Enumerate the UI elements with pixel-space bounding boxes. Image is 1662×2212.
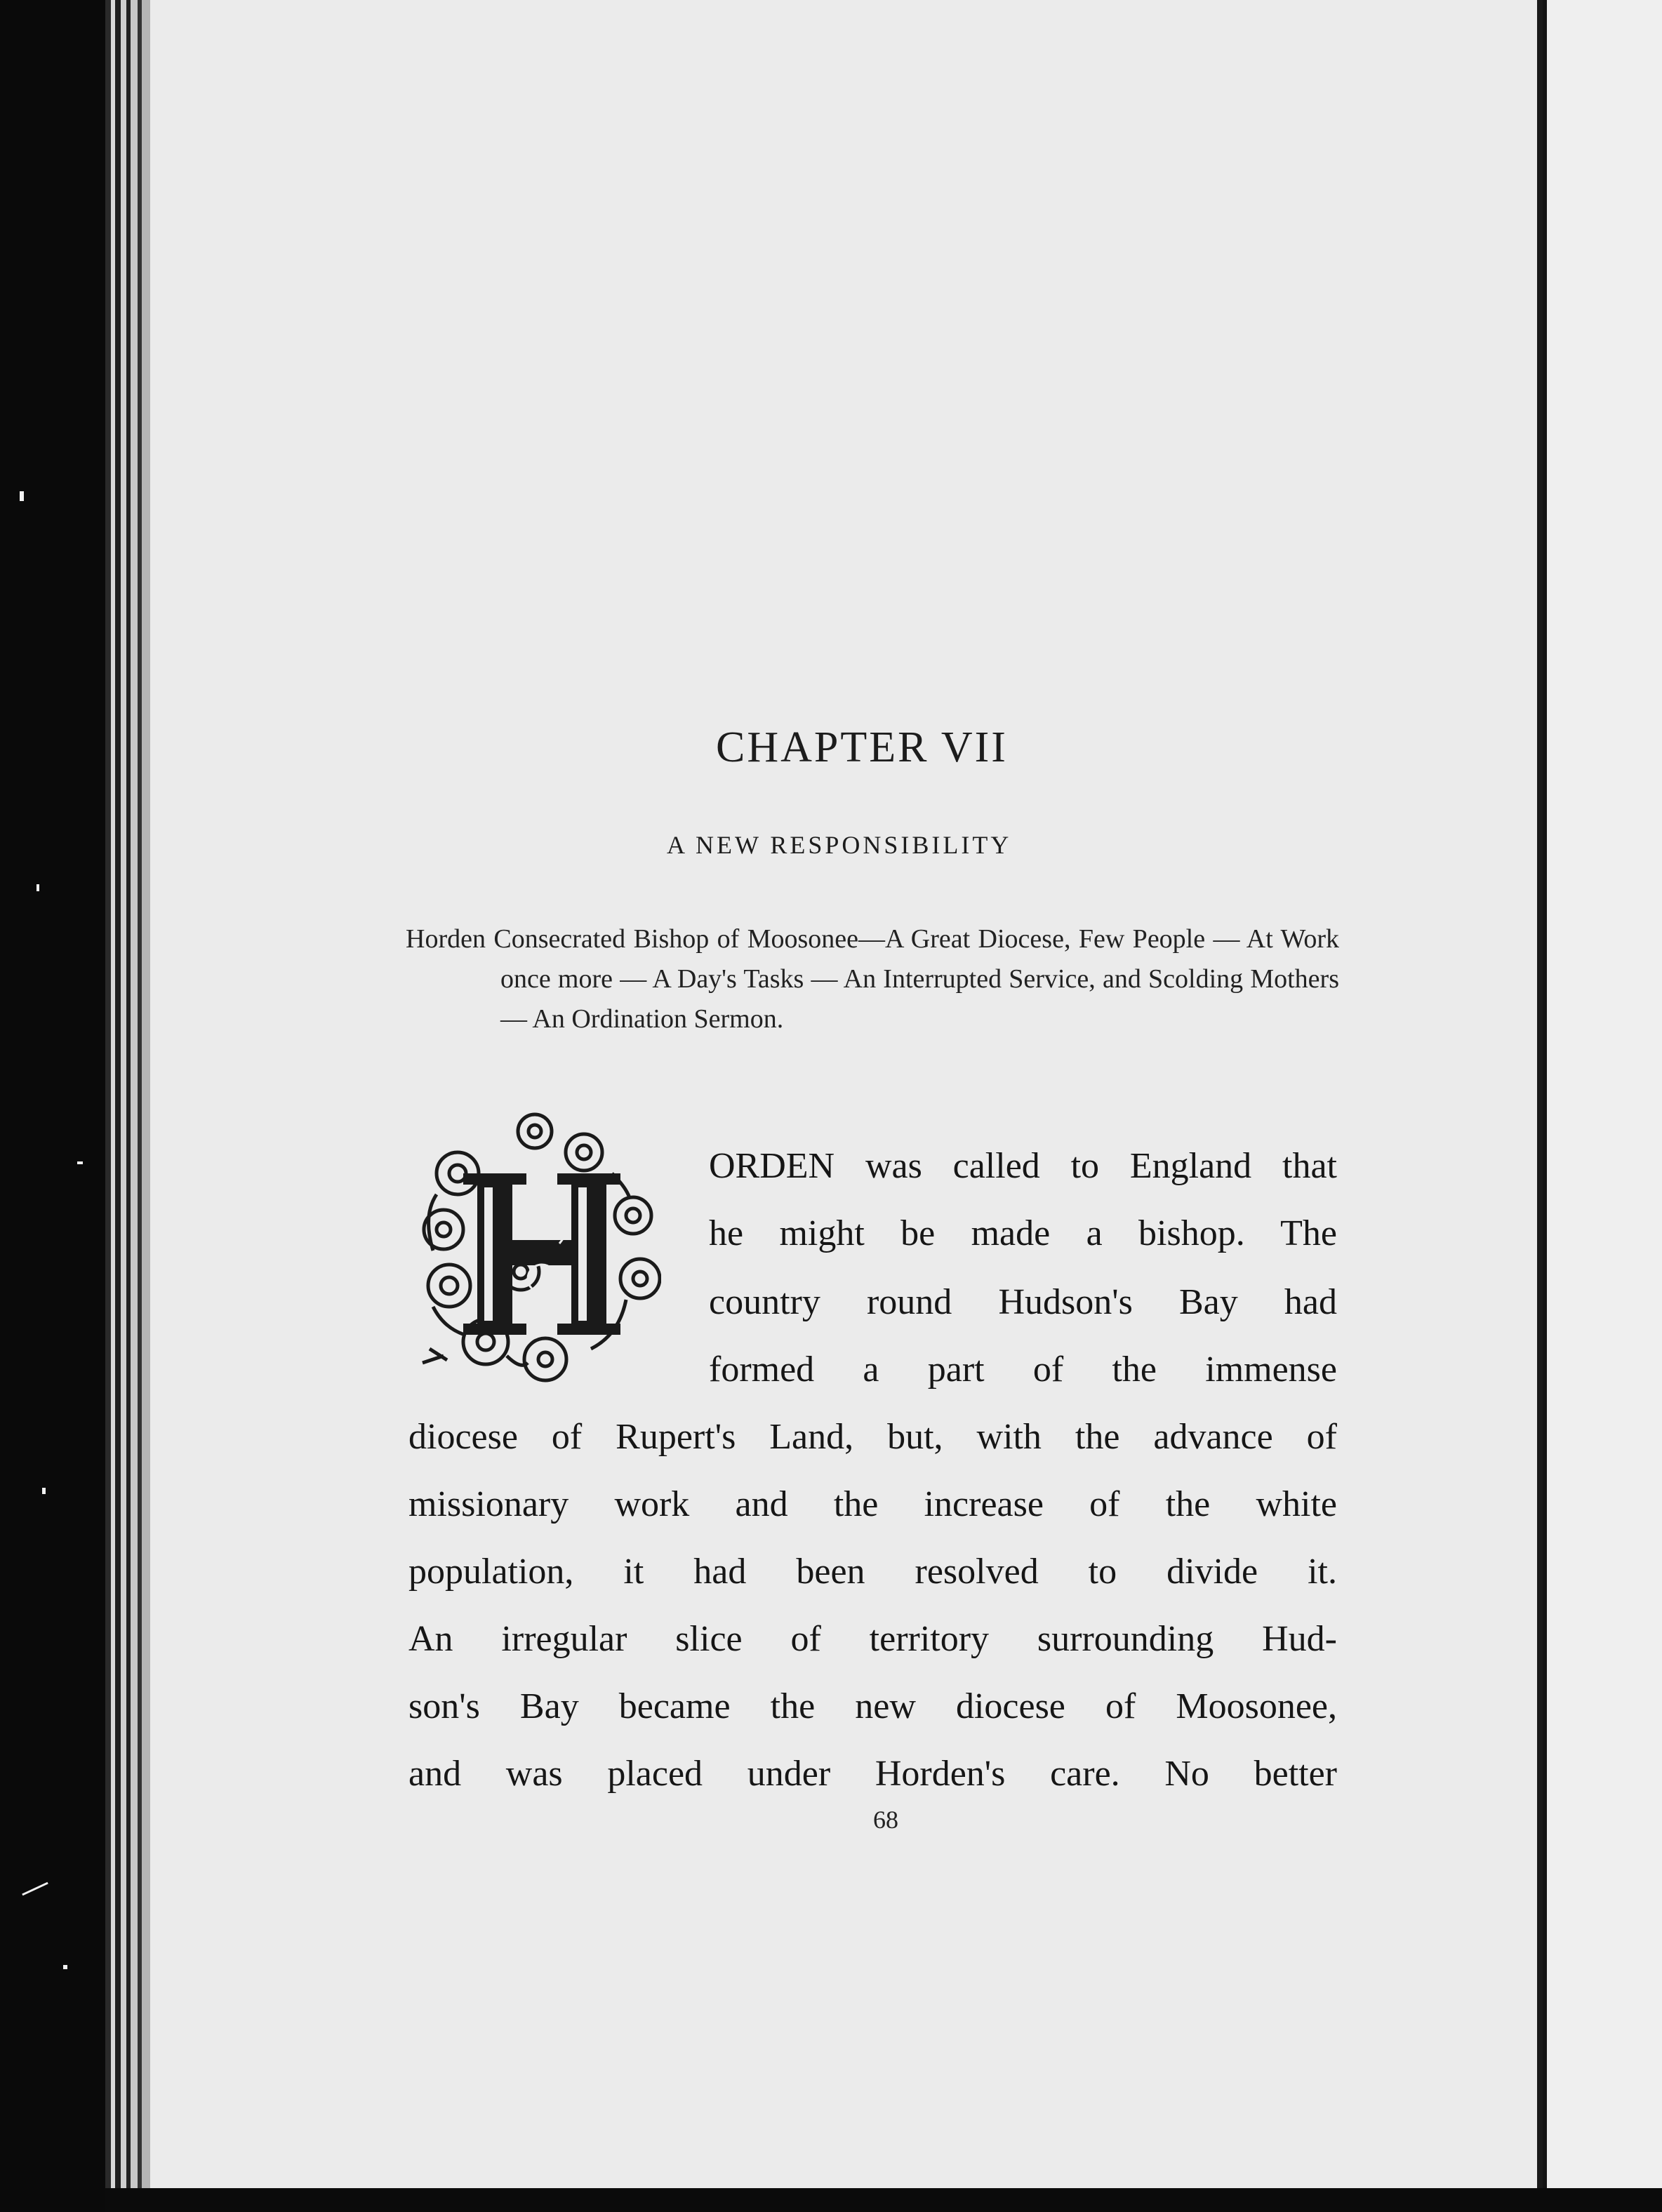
body-line-7: population, it had been resolved to divide it. <box>408 1552 1337 1592</box>
body-line-10: and was placed under Horden's care. No better <box>408 1754 1337 1794</box>
scan-border-left <box>0 0 105 2212</box>
scan-border-bottom <box>105 2188 1662 2212</box>
page-number: 68 <box>873 1806 898 1834</box>
ornamental-dropcap-h <box>416 1110 661 1391</box>
body-line-8: An irregular slice of territory surrounding Hud- <box>408 1619 1337 1659</box>
body-line-6: missionary work and the increase of the white <box>408 1484 1337 1524</box>
chapter-title: CHAPTER VII <box>716 724 1008 771</box>
body-line-4: formed a part of the immense <box>709 1350 1337 1390</box>
next-page-edge <box>1543 0 1662 2212</box>
body-line-1: ORDEN was called to England that <box>709 1146 1337 1186</box>
book-page <box>150 0 1543 2188</box>
chapter-subtitle: A NEW RESPONSIBILITY <box>667 831 1012 859</box>
body-line-5: diocese of Rupert's Land, but, with the advance of <box>408 1417 1337 1457</box>
chapter-synopsis: Horden Consecrated Bishop of Moosonee—A Great Diocese, Few People — At Work once more — A Day's Tasks — An Interrupted Service, and Scolding Mothers — An Ordination Sermon. <box>406 924 1339 1034</box>
body-line-9: son's Bay became the new diocese of Moosonee, <box>408 1686 1337 1726</box>
body-line-3: country round Hudson's Bay had <box>709 1282 1337 1322</box>
body-line-2: he might be made a bishop. The <box>709 1213 1337 1253</box>
book-spine <box>105 0 154 2212</box>
